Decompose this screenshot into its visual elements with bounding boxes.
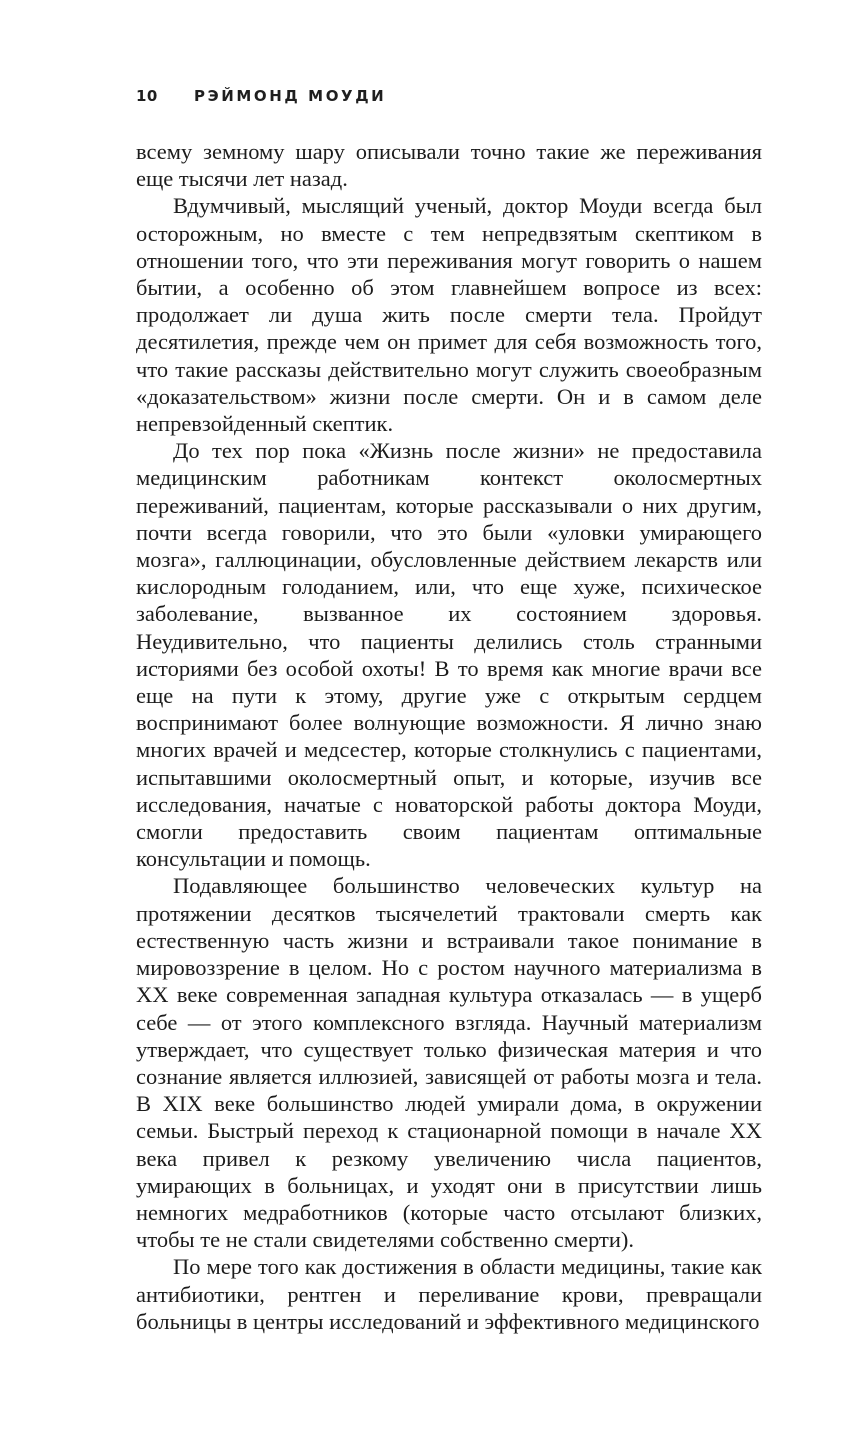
paragraph: До тех пор пока «Жизнь после жизни» не предоставила медицинским работникам контекст околосмертных переживаний, пациентам, которые рассказывали о них другим, почти всегда говорили, что это были «уловки умирающего мозга», галлюцинации, обусловленные действием лекарств или кислородным голоданием, или, что еще хуже, психическое заболевание, вызванное их состоянием здоровья. Неудивительно, что пациенты делились столь странными историями без особой охоты! В то время как многие врачи все еще на пути к этому, другие уже с открытым сердцем воспринимают более волнующие возможности. Я лично знаю многих врачей и медсестер, которые столкнулись с пациентами, испытавшими околосмертный опыт, и которые, изучив все исследования, начатые с новаторской работы доктора Моуди, смогли предоставить своим пациентам оптимальные консультации и помощь.: [136, 438, 762, 872]
paragraph: Вдумчивый, мыслящий ученый, доктор Моуди всегда был осторожным, но вместе с тем непредвзятым скептиком в отношении того, что эти переживания могут говорить о нашем бытии, а особенно об этом главнейшем вопросе из всех: продолжает ли душа жить после смерти тела. Пройдут десятилетия, прежде чем он примет для себя возможность того, что такие рассказы действительно могут служить своеобразным «доказательством» жизни после смерти. Он и в самом деле непревзойденный скептик.: [136, 193, 762, 437]
paragraph: По мере того как достижения в области медицины, такие как антибиотики, рентген и переливание крови, превращали больницы в центры исследований и эффективного медицинского: [136, 1254, 762, 1334]
paragraph-continued: всему земному шару описывали точно такие же переживания еще тысячи лет назад.: [136, 139, 762, 192]
running-head-author: РЭЙМОНД МОУДИ: [194, 87, 387, 105]
paragraph: Подавляющее большинство человеческих культур на протяжении десятков тысячелетий трактовали смерть как естественную часть жизни и встраивали такое понимание в мировоззрение в целом. Но с ростом научного материализма в XX веке современная западная культура отказалась — в ущерб себе — от этого комплексного взгляда. Научный материализм утверждает, что существует только физическая материя и что сознание является иллюзией, зависящей от работы мозга и тела. В XIX веке большинство людей умирали дома, в окружении семьи. Быстрый переход к стационарной помощи в начале XX века привел к резкому увеличению числа пациентов, умирающих в больницах, и уходят они в присутствии лишь немногих медработников (которые часто отсылают близких, чтобы те не стали свидетелями собственно смерти).: [136, 873, 762, 1253]
page-header: [136, 84, 386, 108]
body-text: [136, 138, 762, 1335]
page-number: 10: [136, 87, 158, 105]
